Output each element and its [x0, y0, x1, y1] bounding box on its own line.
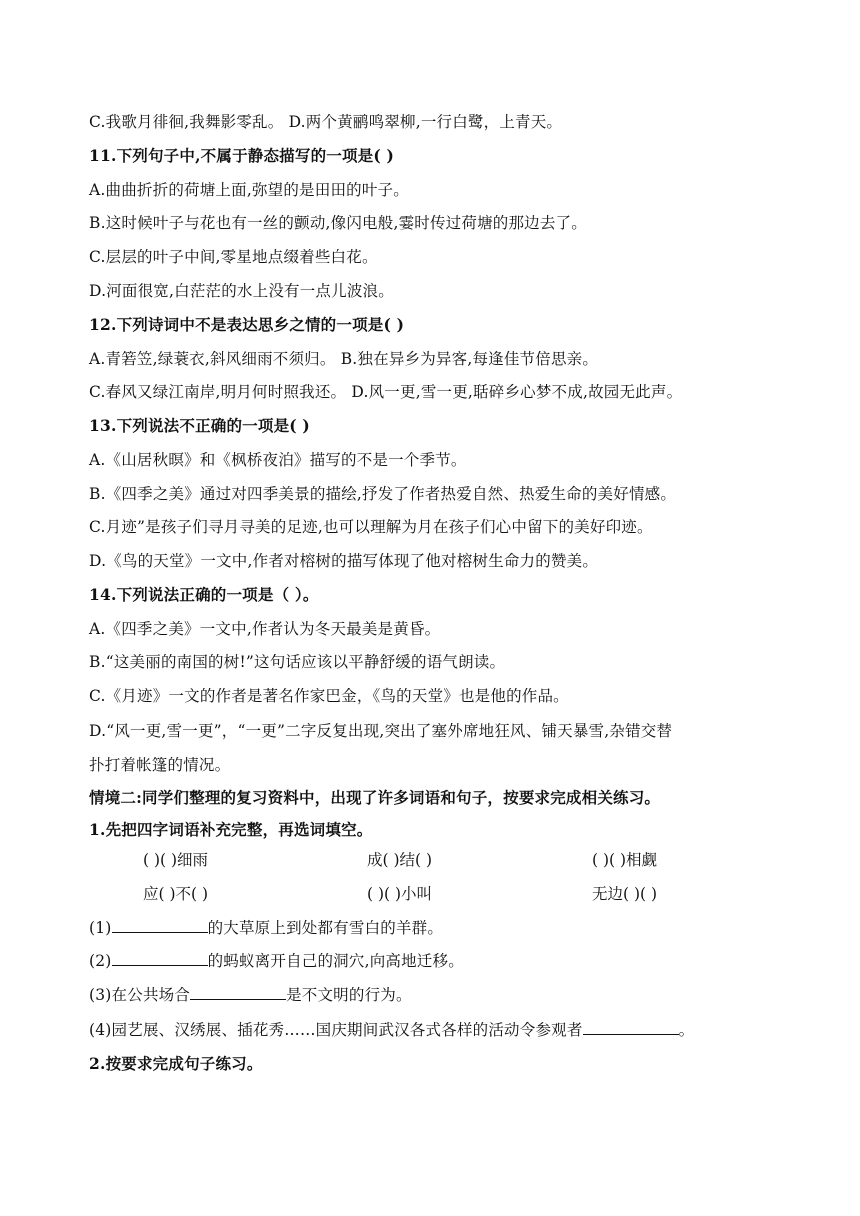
option-line-continued: 扑打着帐篷的情况。 — [89, 756, 231, 774]
fill-suffix: 的蚂蚁离开自己的洞穴,向高地迁移。 — [207, 952, 464, 970]
fill-suffix: 。 — [678, 1021, 695, 1039]
fill-sentence-2 — [89, 951, 464, 971]
option-line: B.“这美丽的南国的树!”这句话应该以平静舒缓的语气朗读。 — [89, 653, 506, 671]
idiom-blank: 成( )结( ) — [367, 851, 433, 869]
option-line: A.《山居秋暝》和《枫桥夜泊》描写的不是一个季节。 — [89, 451, 467, 469]
option-line: A.青箬笠,绿蓑衣,斜风细雨不须归。 B.独在异乡为异客,每逢佳节倍思亲。 — [89, 350, 599, 368]
answer-blank[interactable] — [190, 985, 286, 1000]
idiom-blank: ( )( )相觑 — [592, 851, 658, 869]
question-14: 14.下列说法正确的一项是（ ）。 — [89, 585, 319, 604]
option-line: D.《鸟的天堂》一文中,作者对榕树的描写体现了他对榕树生命力的赞美。 — [89, 552, 599, 570]
fill-suffix: 的大草原上到处都有雪白的羊群。 — [207, 919, 444, 937]
option-line: B.这时候叶子与花也有一丝的颤动,像闪电般,霎时传过荷塘的那边去了。 — [89, 214, 587, 232]
question-13: 13.下列说法不正确的一项是( ) — [89, 416, 310, 435]
answer-blank[interactable] — [112, 918, 208, 933]
fill-sentence-3 — [89, 985, 412, 1005]
exercise-heading: 2.按要求完成句子练习。 — [89, 1054, 263, 1073]
fill-prefix: (2) — [89, 952, 112, 970]
option-line: A.《四季之美》一文中,作者认为冬天最美是黄昏。 — [89, 620, 441, 638]
section-heading: 情境二:同学们整理的复习资料中，出现了许多词语和句子，按要求完成相关练习。 — [89, 788, 661, 807]
option-line: C.春风又绿江南岸,明月何时照我还。 D.风一更,雪一更,聒碎乡心梦不成,故园无此声。 — [89, 383, 683, 401]
answer-blank[interactable] — [583, 1020, 679, 1035]
fill-sentence-1 — [89, 918, 443, 938]
answer-blank[interactable] — [112, 951, 208, 966]
idiom-blank: 应( )不( ) — [143, 885, 209, 903]
fill-prefix: (1) — [89, 919, 112, 937]
idiom-blank: ( )( )细雨 — [143, 851, 209, 869]
option-line: C.我歌月徘徊,我舞影零乱。 D.两个黄鹂鸣翠柳,一行白鹭，上青天。 — [89, 113, 563, 131]
option-line: D.“风一更,雪一更”，“一更”二字反复出现,突出了塞外席地狂风、铺天暴雪,杂错交替 — [89, 722, 673, 740]
option-line: C.层层的叶子中间,零星地点缀着些白花。 — [89, 248, 378, 266]
option-line: D.河面很宽,白茫茫的水上没有一点儿波浪。 — [89, 282, 394, 300]
option-line: A.曲曲折折的荷塘上面,弥望的是田田的叶子。 — [89, 181, 409, 199]
option-line: B.《四季之美》通过对四季美景的描绘,抒发了作者热爱自然、热爱生命的美好情感。 — [89, 485, 677, 503]
idiom-blank: ( )( )小叫 — [367, 885, 433, 903]
fill-suffix: 是不文明的行为。 — [286, 986, 412, 1004]
fill-sentence-4 — [89, 1020, 694, 1040]
fill-prefix: (3)在公共场合 — [89, 986, 191, 1004]
question-11: 11.下列句子中,不属于静态描写的一项是( ) — [89, 146, 395, 165]
question-12: 12.下列诗词中不是表达思乡之情的一项是( ) — [89, 315, 405, 334]
option-line: C.月迹”是孩子们寻月寻美的足迹,也可以理解为月在孩子们心中留下的美好印迹。 — [89, 518, 653, 536]
exercise-heading: 1.先把四字词语补充完整，再选词填空。 — [89, 820, 373, 839]
fill-prefix: (4)园艺展、汉绣展、插花秀……国庆期间武汉各式各样的活动令参观者 — [89, 1021, 583, 1039]
option-line: C.《月迹》一文的作者是著名作家巴金，《鸟的天堂》也是他的作品。 — [89, 687, 569, 705]
idiom-blank: 无边( )( ) — [592, 885, 658, 903]
